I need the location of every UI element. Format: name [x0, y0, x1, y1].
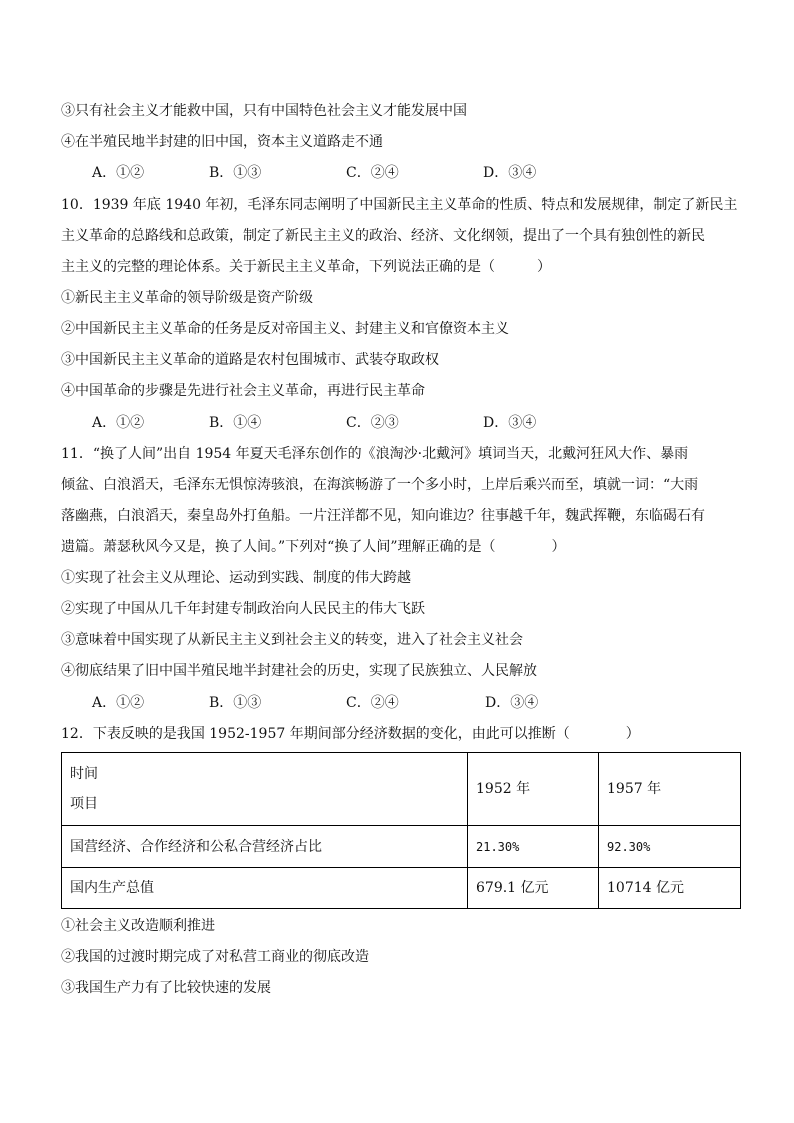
q11-item-1: ①实现了社会主义从理论、运动到实践、制度的伟大跨越	[61, 570, 411, 586]
q11-stem-line4: 遗篇。萧瑟秋风今又是，换了人间。”下列对“换了人间”理解正确的是（ ）	[61, 539, 566, 555]
economic-data-table	[61, 752, 741, 909]
q10-stem-line3: 主主义的完整的理论体系。关于新民主主义革命，下列说法正确的是（ ）	[61, 259, 551, 275]
q10-item-3: ③中国新民主主义革命的道路是农村包围城市、武装夺取政权	[61, 352, 439, 368]
q9-option-a: A．①②	[92, 165, 145, 181]
q10-stem-line1: 10．1939 年底 1940 年初，毛泽东同志阐明了中国新民主主义革命的性质、特点和发展规律，制定了新民主	[61, 197, 738, 213]
row-value-1957: 92.30%	[599, 826, 741, 868]
q9-options	[92, 163, 536, 183]
row-label: 国内生产总值	[62, 868, 468, 909]
table-row	[62, 826, 741, 868]
header-1957: 1957 年	[599, 753, 741, 826]
q12-item-2: ②我国的过渡时期完成了对私营工商业的彻底改造	[61, 949, 369, 965]
q12-item-1: ①社会主义改造顺利推进	[61, 918, 215, 934]
header-1952: 1952 年	[468, 753, 599, 826]
q11-option-a: A．①②	[92, 695, 145, 711]
table-header-row	[62, 753, 741, 826]
q10-option-d: D．③④	[483, 415, 537, 431]
q10-item-1: ①新民主主义革命的领导阶级是资产阶级	[61, 290, 313, 306]
q11-option-b: B．①③	[209, 695, 262, 711]
q9-item-4: ④在半殖民地半封建的旧中国，资本主义道路走不通	[61, 134, 383, 150]
q10-item-2: ②中国新民主主义革命的任务是反对帝国主义、封建主义和官僚资本主义	[61, 321, 509, 337]
q11-stem-line1: 11．“换了人间”出自 1954 年夏天毛泽东创作的《浪淘沙·北戴河》填词当天，北戴河狂风大作、暴雨	[61, 446, 689, 462]
row-value-1952: 679.1 亿元	[468, 868, 599, 909]
q11-item-4: ④彻底结果了旧中国半殖民地半封建社会的历史，实现了民族独立、人民解放	[61, 663, 537, 679]
q10-option-c: C．②③	[346, 415, 399, 431]
q10-option-b: B．①④	[209, 415, 262, 431]
q11-stem-line2: 倾盆、白浪滔天，毛泽东无惧惊涛骇浪，在海滨畅游了一个多小时，上岸后乘兴而至，填就一词：“大雨	[61, 477, 699, 493]
row-value-1952: 21.30%	[468, 826, 599, 868]
q9-option-b: B．①③	[209, 165, 262, 181]
q11-option-d: D．③④	[485, 695, 539, 711]
q9-item-3: ③只有社会主义才能救中国，只有中国特色社会主义才能发展中国	[61, 103, 467, 119]
header-corner-cell	[62, 753, 468, 826]
q12-stem: 12．下表反映的是我国 1952-1957 年期间部分经济数据的变化，由此可以推断（ ）	[61, 726, 640, 742]
header-time-label: 时间	[70, 766, 98, 782]
q10-option-a: A．①②	[92, 415, 145, 431]
header-item-label: 项目	[70, 796, 98, 812]
q10-item-4: ④中国革命的步骤是先进行社会主义革命，再进行民主革命	[61, 383, 425, 399]
q12-item-3: ③我国生产力有了比较快速的发展	[61, 980, 271, 996]
row-value-1957: 10714 亿元	[599, 868, 741, 909]
table-row	[62, 868, 741, 909]
row-label: 国营经济、合作经济和公私合营经济占比	[62, 826, 468, 868]
q11-stem-line3: 落幽燕，白浪滔天，秦皇岛外打鱼船。一片汪洋都不见，知向谁边？往事越千年，魏武挥鞭，东临碣石有	[61, 508, 705, 524]
q11-item-3: ③意味着中国实现了从新民主主义到社会主义的转变，进入了社会主义社会	[61, 632, 523, 648]
q11-options	[92, 693, 538, 713]
q10-options	[92, 413, 536, 433]
q9-option-c: C．②④	[346, 165, 399, 181]
q10-stem-line2: 主义革命的总路线和总政策，制定了新民主主义的政治、经济、文化纲领，提出了一个具有独创性的新民	[61, 228, 705, 244]
q11-option-c: C．②④	[346, 695, 399, 711]
q9-option-d: D．③④	[483, 165, 537, 181]
q11-item-2: ②实现了中国从几千年封建专制政治向人民民主的伟大飞跃	[61, 601, 425, 617]
